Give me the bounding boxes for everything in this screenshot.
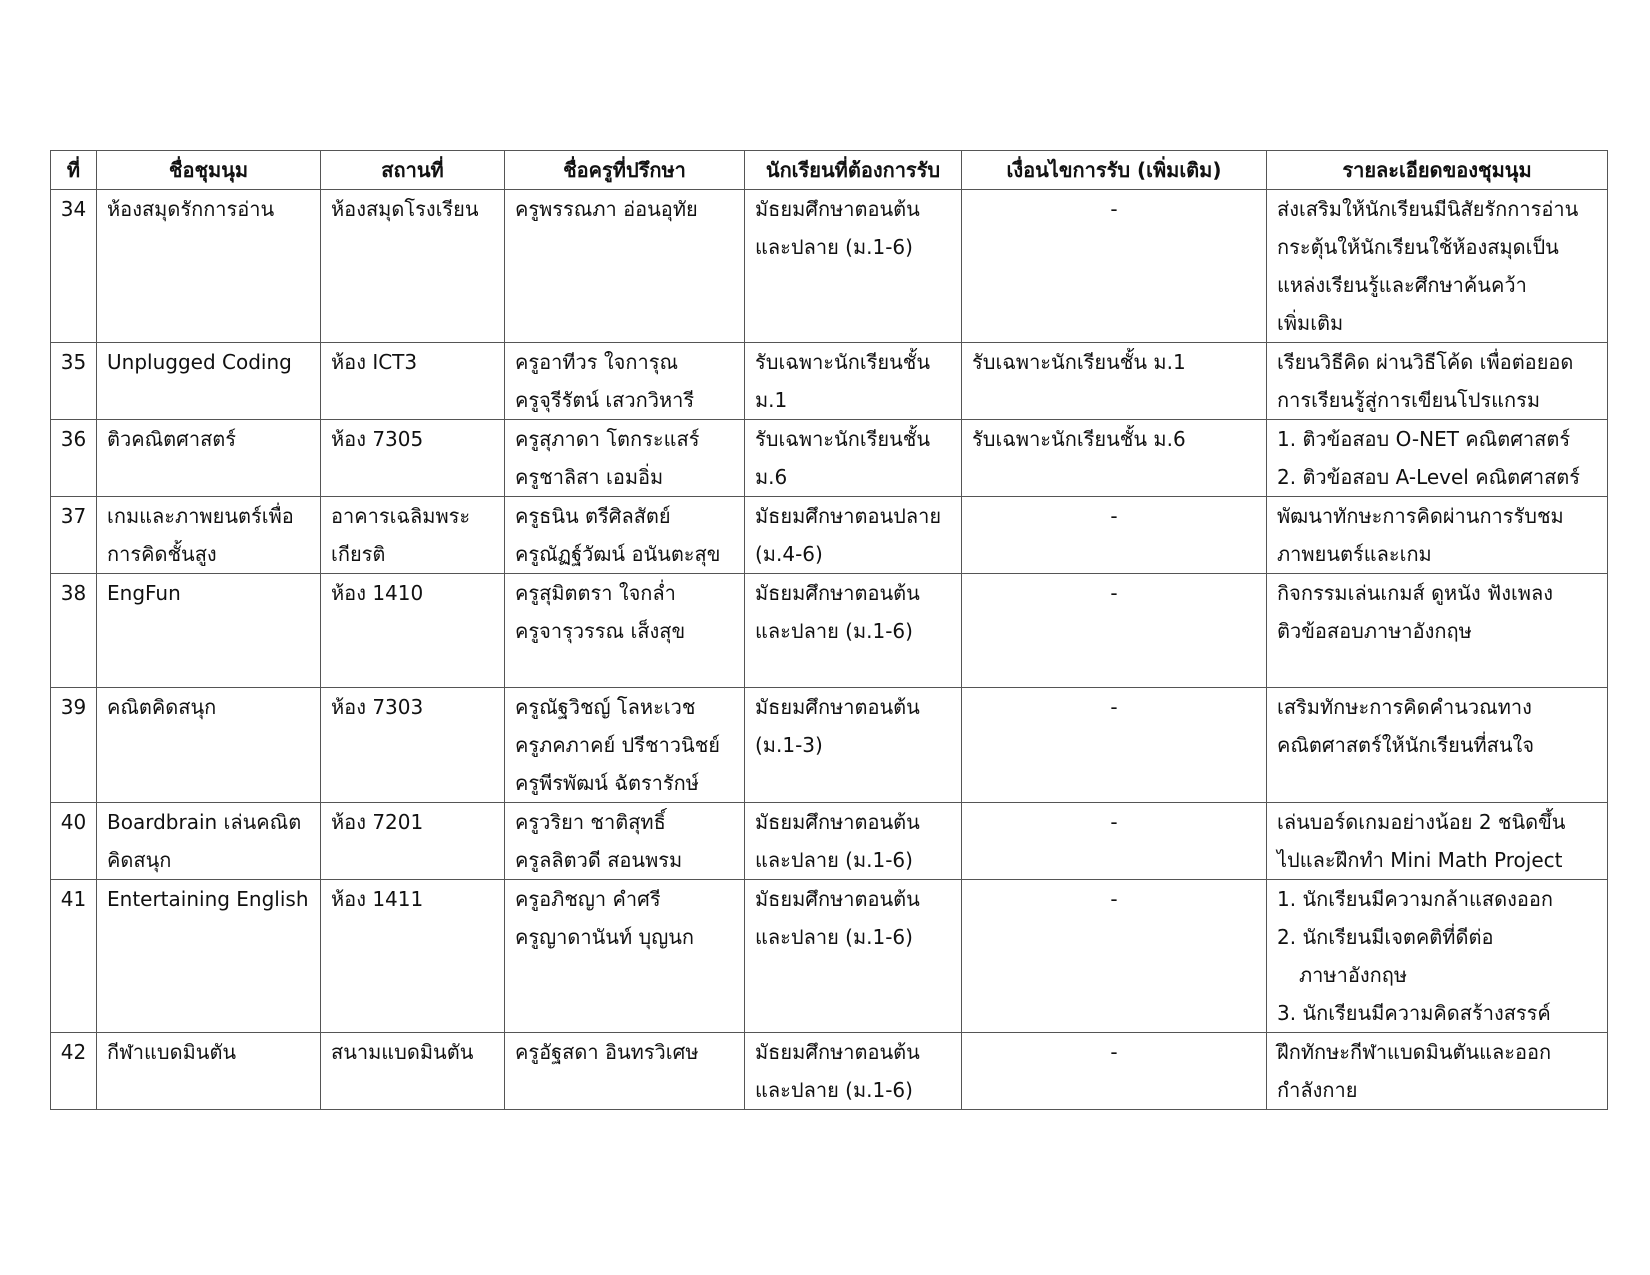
conditions-line: -: [1110, 504, 1118, 528]
conditions-cell: [962, 688, 1267, 803]
place-line: ห้อง 7201: [331, 810, 424, 834]
advisor-cell: [505, 190, 745, 343]
conditions-line: -: [1110, 1040, 1118, 1064]
row-number: 41: [51, 880, 97, 1033]
conditions-line: รับเฉพาะนักเรียนชั้น ม.1: [972, 350, 1186, 374]
students-line: ม.1: [755, 388, 788, 412]
students-line: และปลาย (ม.1-6): [755, 925, 913, 949]
conditions-cell: [962, 497, 1267, 574]
club-name-cell: [97, 497, 321, 574]
students-line: ม.6: [755, 465, 788, 489]
students-line: และปลาย (ม.1-6): [755, 1078, 913, 1102]
students-cell: [745, 1033, 962, 1110]
students-line: มัธยมศึกษาตอนต้น: [755, 810, 920, 834]
details-line: 1. นักเรียนมีความกล้าแสดงออก: [1277, 887, 1553, 911]
place-cell: [321, 497, 505, 574]
place-line: ห้อง ICT3: [331, 350, 418, 374]
place-cell: [321, 190, 505, 343]
club-name-line: Entertaining English: [107, 887, 309, 911]
club-name-line: คิดสนุก: [107, 848, 172, 872]
club-name-line: การคิดชั้นสูง: [107, 542, 217, 566]
conditions-line: รับเฉพาะนักเรียนชั้น ม.6: [972, 427, 1186, 451]
details-cell: [1267, 420, 1608, 497]
advisor-cell: [505, 497, 745, 574]
students-cell: [745, 497, 962, 574]
advisor-cell: [505, 688, 745, 803]
place-cell: [321, 1033, 505, 1110]
table-header-row: [51, 151, 1608, 190]
club-name-cell: [97, 880, 321, 1033]
details-line: ติวข้อสอบภาษาอังกฤษ: [1277, 619, 1472, 643]
details-line: เรียนวิธีคิด ผ่านวิธีโค้ด เพื่อต่อยอด: [1277, 350, 1574, 374]
details-cell: [1267, 190, 1608, 343]
table-row: [51, 574, 1608, 688]
place-cell: [321, 880, 505, 1033]
header-advisor: ชื่อครูที่ปรึกษา: [505, 151, 745, 190]
details-line: ไปและฝึกทำ Mini Math Project: [1277, 848, 1563, 872]
row-number: 40: [51, 803, 97, 880]
club-name-line: เกมและภาพยนตร์เพื่อ: [107, 504, 294, 528]
club-name-line: Boardbrain เล่นคณิต: [107, 810, 302, 834]
advisor-cell: [505, 1033, 745, 1110]
students-line: และปลาย (ม.1-6): [755, 848, 913, 872]
advisor-line: ครูญาดานันท์ บุญนก: [515, 925, 695, 949]
students-cell: [745, 574, 962, 688]
students-line: และปลาย (ม.1-6): [755, 619, 913, 643]
row-number: 36: [51, 420, 97, 497]
club-name-cell: [97, 688, 321, 803]
conditions-cell: [962, 1033, 1267, 1110]
students-line: มัธยมศึกษาตอนต้น: [755, 887, 920, 911]
details-line: การเรียนรู้สู่การเขียนโปรแกรม: [1277, 388, 1541, 412]
header-num: ที่: [51, 151, 97, 190]
details-line: ฝึกทักษะกีฬาแบดมินตันและออก: [1277, 1040, 1552, 1064]
place-cell: [321, 343, 505, 420]
conditions-line: -: [1110, 695, 1118, 719]
details-line: ภาพยนตร์และเกม: [1277, 542, 1432, 566]
advisor-line: ครูธนิน ตรีศิลสัตย์: [515, 504, 671, 528]
advisor-line: ครูสุมิตตรา ใจกล่ำ: [515, 581, 676, 605]
club-name-cell: [97, 1033, 321, 1110]
conditions-cell: [962, 343, 1267, 420]
table-row: [51, 497, 1608, 574]
details-cell: [1267, 880, 1608, 1033]
place-line: เกียรติ: [331, 542, 386, 566]
header-place: สถานที่: [321, 151, 505, 190]
details-cell: [1267, 688, 1608, 803]
advisor-line: ครูอาทีวร ใจการุณ: [515, 350, 678, 374]
details-line: เล่นบอร์ดเกมอย่างน้อย 2 ชนิดขึ้น: [1277, 810, 1566, 834]
details-line: กำลังกาย: [1277, 1078, 1358, 1102]
club-name-line: ห้องสมุดรักการอ่าน: [107, 197, 275, 221]
table-row: [51, 803, 1608, 880]
club-name-line: ติวคณิตศาสตร์: [107, 427, 237, 451]
students-line: มัธยมศึกษาตอนต้น: [755, 1040, 920, 1064]
students-cell: [745, 688, 962, 803]
place-cell: [321, 420, 505, 497]
details-cell: [1267, 343, 1608, 420]
place-line: ห้อง 1411: [331, 887, 424, 911]
students-line: มัธยมศึกษาตอนต้น: [755, 581, 920, 605]
advisor-cell: [505, 343, 745, 420]
place-line: ห้องสมุดโรงเรียน: [331, 197, 479, 221]
students-line: (ม.4-6): [755, 542, 823, 566]
row-number: 37: [51, 497, 97, 574]
advisor-line: ครูพรรณภา อ่อนอุทัย: [515, 197, 698, 221]
conditions-line: -: [1110, 581, 1118, 605]
students-line: มัธยมศึกษาตอนต้น: [755, 695, 920, 719]
students-line: รับเฉพาะนักเรียนชั้น: [755, 350, 931, 374]
conditions-line: -: [1110, 810, 1118, 834]
details-cell: [1267, 803, 1608, 880]
advisor-line: ครูจุรีรัตน์ เสวกวิหารี: [515, 388, 695, 412]
clubs-table: [50, 150, 1608, 1110]
club-name-line: Unplugged Coding: [107, 350, 292, 374]
details-line: กิจกรรมเล่นเกมส์ ดูหนัง ฟังเพลง: [1277, 581, 1553, 605]
table-row: [51, 343, 1608, 420]
details-line: 2. นักเรียนมีเจตคติที่ดีต่อ: [1277, 925, 1494, 949]
conditions-cell: [962, 803, 1267, 880]
advisor-line: ครูลลิตวดี สอนพรม: [515, 848, 683, 872]
advisor-line: ครูพีรพัฒน์ ฉัตรารักษ์: [515, 771, 699, 795]
details-line: ส่งเสริมให้นักเรียนมีนิสัยรักการอ่าน: [1277, 197, 1579, 221]
club-name-cell: [97, 574, 321, 688]
conditions-cell: [962, 880, 1267, 1033]
details-line: ภาษาอังกฤษ: [1299, 963, 1408, 987]
advisor-cell: [505, 880, 745, 1033]
advisor-cell: [505, 574, 745, 688]
place-line: สนามแบดมินตัน: [331, 1040, 474, 1064]
table-row: [51, 1033, 1608, 1110]
row-number: 39: [51, 688, 97, 803]
conditions-line: -: [1110, 197, 1118, 221]
details-line: แหล่งเรียนรู้และศึกษาค้นคว้า: [1277, 273, 1527, 297]
header-conditions: เงื่อนไขการรับ (เพิ่มเติม): [962, 151, 1267, 190]
place-line: ห้อง 1410: [331, 581, 424, 605]
place-cell: [321, 574, 505, 688]
details-line: พัฒนาทักษะการคิดผ่านการรับชม: [1277, 504, 1564, 528]
conditions-line: -: [1110, 887, 1118, 911]
row-number: 38: [51, 574, 97, 688]
students-cell: [745, 190, 962, 343]
students-cell: [745, 420, 962, 497]
advisor-line: ครูณัฐวิชญ์ โลหะเวช: [515, 695, 696, 719]
place-line: อาคารเฉลิมพระ: [331, 504, 471, 528]
advisor-line: ครูวริยา ชาติสุทธิ์: [515, 810, 666, 834]
table-row: [51, 880, 1608, 1033]
details-line: กระตุ้นให้นักเรียนใช้ห้องสมุดเป็น: [1277, 235, 1559, 259]
row-number: 35: [51, 343, 97, 420]
conditions-cell: [962, 190, 1267, 343]
club-name-line: EngFun: [107, 581, 181, 605]
header-club-name: ชื่อชุมนุม: [97, 151, 321, 190]
details-line: 3. นักเรียนมีความคิดสร้างสรรค์: [1277, 1001, 1551, 1025]
header-students: นักเรียนที่ต้องการรับ: [745, 151, 962, 190]
advisor-line: ครูณัฏฐ์วัฒน์ อนันตะสุข: [515, 542, 721, 566]
details-cell: [1267, 1033, 1608, 1110]
conditions-cell: [962, 420, 1267, 497]
row-number: 42: [51, 1033, 97, 1110]
conditions-cell: [962, 574, 1267, 688]
club-name-line: กีฬาแบดมินตัน: [107, 1040, 237, 1064]
students-cell: [745, 880, 962, 1033]
table-row: [51, 688, 1608, 803]
advisor-line: ครูชาลิสา เอมอิ่ม: [515, 465, 664, 489]
place-cell: [321, 688, 505, 803]
row-number: 34: [51, 190, 97, 343]
details-cell: [1267, 497, 1608, 574]
table-row: [51, 190, 1608, 343]
students-cell: [745, 343, 962, 420]
place-cell: [321, 803, 505, 880]
details-line: 1. ติวข้อสอบ O-NET คณิตศาสตร์: [1277, 427, 1571, 451]
advisor-cell: [505, 803, 745, 880]
details-line: คณิตศาสตร์ให้นักเรียนที่สนใจ: [1277, 733, 1535, 757]
details-line: 2. ติวข้อสอบ A-Level คณิตศาสตร์: [1277, 465, 1581, 489]
header-details: รายละเอียดของชุมนุม: [1267, 151, 1608, 190]
club-name-cell: [97, 190, 321, 343]
advisor-cell: [505, 420, 745, 497]
details-line: เสริมทักษะการคิดคำนวณทาง: [1277, 695, 1532, 719]
students-cell: [745, 803, 962, 880]
club-name-cell: [97, 343, 321, 420]
students-line: รับเฉพาะนักเรียนชั้น: [755, 427, 931, 451]
students-line: มัธยมศึกษาตอนต้น: [755, 197, 920, 221]
place-line: ห้อง 7305: [331, 427, 424, 451]
details-line: เพิ่มเติม: [1277, 311, 1344, 335]
club-name-cell: [97, 803, 321, 880]
club-name-line: คณิตคิดสนุก: [107, 695, 217, 719]
advisor-line: ครูจารุวรรณ เส็งสุข: [515, 619, 686, 643]
advisor-line: ครูสุภาดา โตกระแสร์: [515, 427, 700, 451]
advisor-line: ครูภคภาคย์ ปรีชาวนิชย์: [515, 733, 720, 757]
club-name-cell: [97, 420, 321, 497]
advisor-line: ครูอภิชญา คำศรี: [515, 887, 661, 911]
students-line: มัธยมศึกษาตอนปลาย: [755, 504, 942, 528]
students-line: (ม.1-3): [755, 733, 823, 757]
place-line: ห้อง 7303: [331, 695, 424, 719]
students-line: และปลาย (ม.1-6): [755, 235, 913, 259]
details-cell: [1267, 574, 1608, 688]
advisor-line: ครูอัฐสดา อินทรวิเศษ: [515, 1040, 699, 1064]
table-row: [51, 420, 1608, 497]
